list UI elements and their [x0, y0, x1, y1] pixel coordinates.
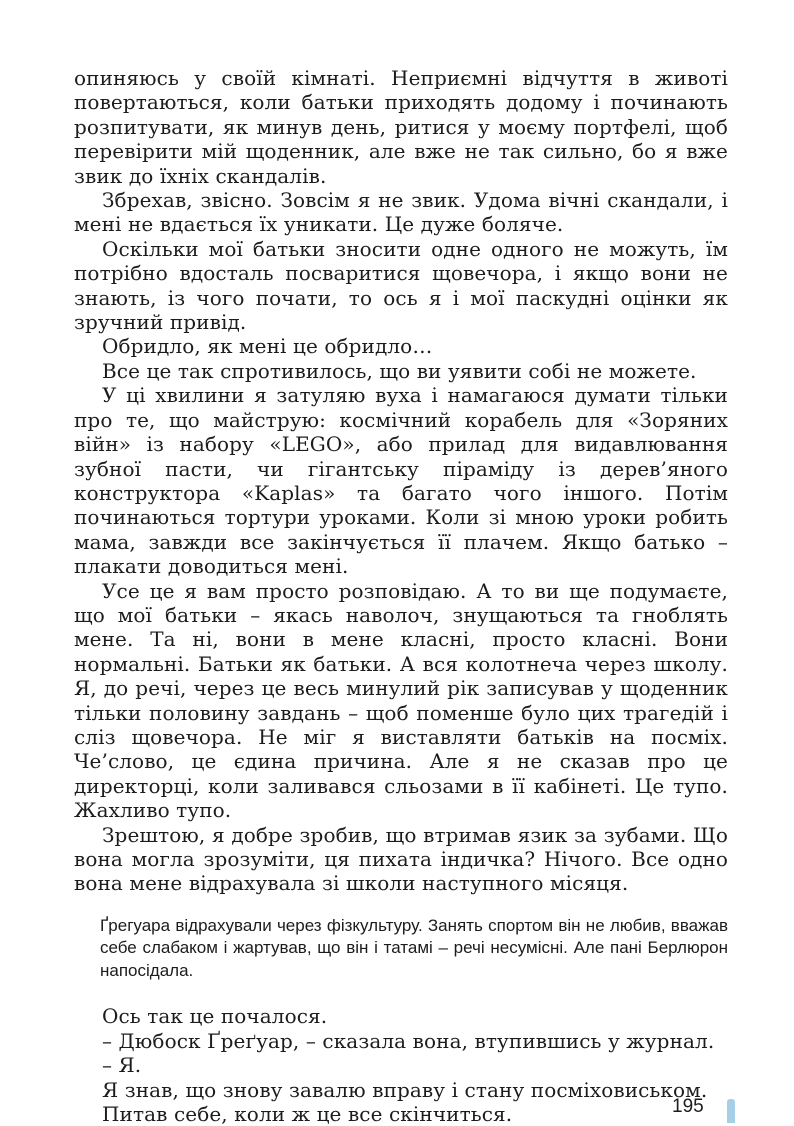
page-number: 195	[672, 1096, 704, 1117]
paragraph: У ці хвилини я затуляю вуха і намагаюся думати тільки про те, що майструю: космічний корабель для «Зоряних війн» із набору «LEGO», або прилад для видавлювання зубної пасти, чи гігантську піраміду із дерев’яного конструктора «Kaplas» та багато чого іншого. Потім починаються тортури уроками. Коли зі мною уроки робить мама, завжди все закінчується її плачем. Якщо батько – плакати доводиться мені.	[74, 383, 728, 579]
dialogue-line: Я знав, що знову завалю вправу і стану посміховиськом.	[102, 1077, 708, 1102]
dialogue-line: – Дюбоск Ґреґуар, – сказала вона, втупившись у журнал.	[102, 1028, 715, 1053]
dialogue-line: Питав себе, коли ж це все скінчиться.	[102, 1101, 513, 1126]
paragraph: Все це так спротивилось, що ви уявити собі не можете.	[102, 358, 697, 383]
page-edge-marker	[727, 1099, 735, 1123]
paragraph: Оскільки мої батьки зносити одне одного не можуть, їм потрібно вдосталь посваритися щовечора, і якщо вони не знають, із чого почати, то ось я і мої паскудні оцінки як зручний привід.	[74, 236, 728, 335]
paragraph: опиняюсь у своїй кімнаті. Неприємні відчуття в животі повертаються, коли батьки приходять додому і починають розпитувати, як минув день, ритися у моєму портфелі, щоб перевірити мій щоденник, але вже не так сильно, бо я вже звик до їхніх скандалів.	[74, 66, 728, 188]
dialogue-line: – Я.	[102, 1053, 142, 1078]
paragraph: Усе це я вам просто розповідаю. А то ви ще подумаєте, що мої батьки – якась наволоч, знущаються та гноблять мене. Та ні, вони в мене класні, просто класні. Вони нормальні. Батьки як батьки. А вся колотнеча через школу. Я, до речі, через це весь минулий рік записував у щоденник тільки половину завдань – щоб поменше було цих трагедій і сліз щовечора. Не міг я виставляти батьків на посміх. Че’слово, це єдина причина. Але я не сказав про це директорці, коли заливався сльозами в її кабінеті. Це тупо. Жахливо тупо.	[74, 578, 728, 823]
page-content	[74, 66, 728, 1126]
dialogue-line: Ось так це почалося.	[102, 1004, 328, 1029]
dialogue-block	[74, 1004, 728, 1126]
paragraph: Збрехав, звісно. Зовсім я не звик. Удома вічні скандали, і мені не вдається їх уникати. Це дуже боляче.	[74, 188, 728, 237]
paragraph: Обридло, як мені це обридло…	[102, 334, 433, 359]
paragraph: Зрештою, я добре зробив, що втримав язик за зубами. Що вона могла зрозуміти, ця пихата індичка? Нічого. Все одно вона мене відрахувала зі школи наступного місяця.	[74, 822, 728, 896]
main-text	[74, 66, 728, 896]
summary-note: Ґрегуара відрахували через фізкультуру. Занять спортом він не любив, вважав себе слабаком і жартував, що він і татамі – речі несумісні. Але пані Берлюрон напосідала.	[100, 915, 728, 980]
